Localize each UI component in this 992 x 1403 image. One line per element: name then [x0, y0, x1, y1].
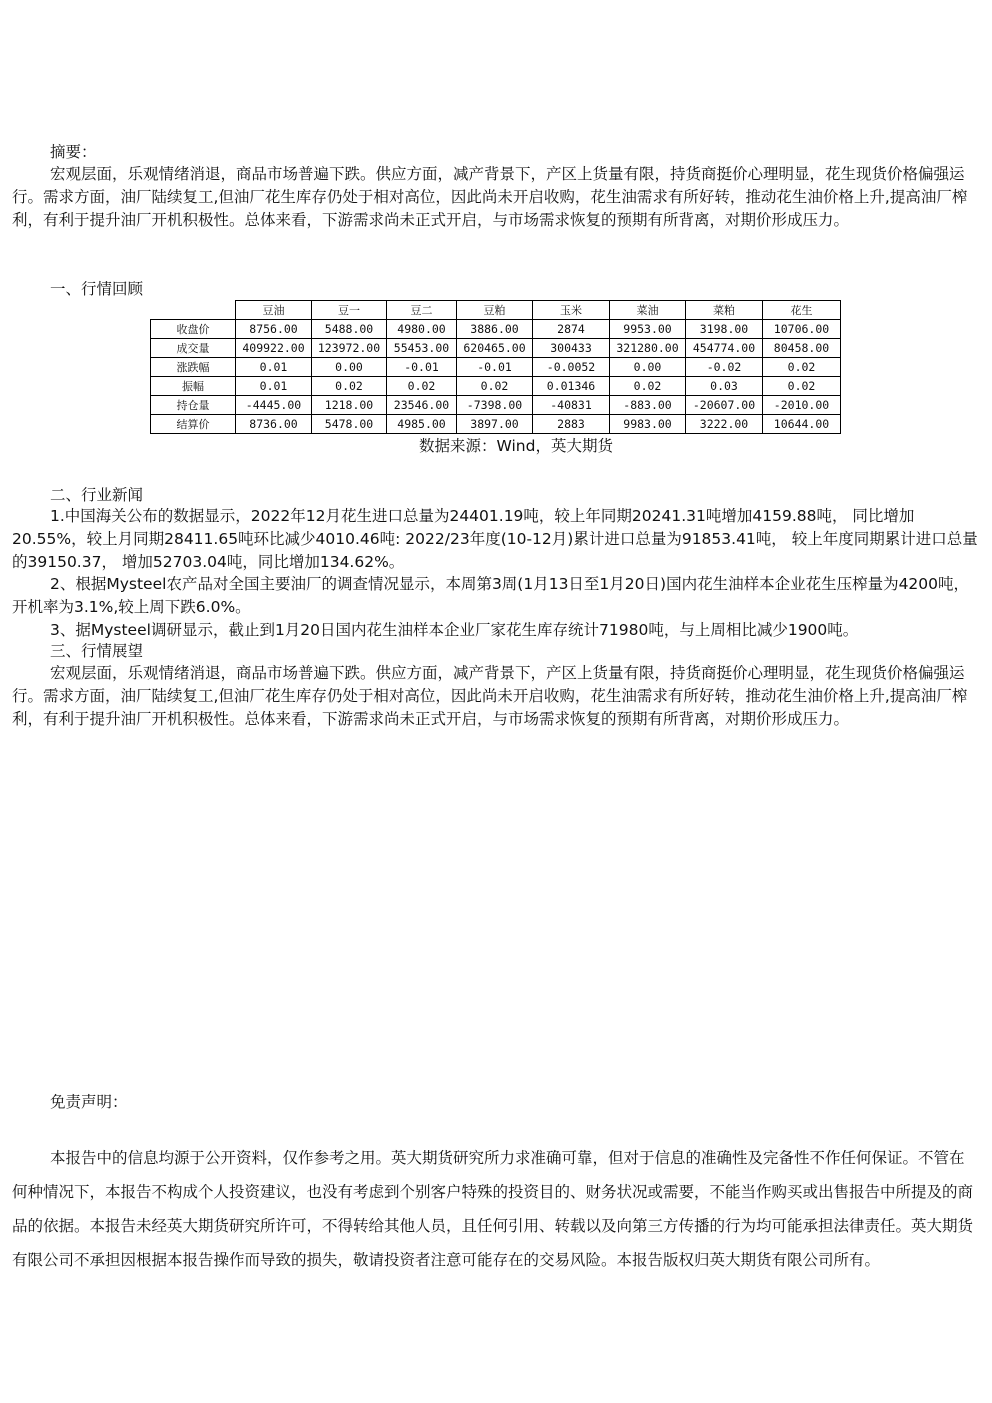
table-cell: 300433	[533, 339, 610, 358]
table-cell: 123972.00	[312, 339, 387, 358]
table-row	[151, 339, 841, 358]
summary-label: 摘要：	[50, 143, 97, 161]
table-cell: 55453.00	[387, 339, 457, 358]
column-header: 玉米	[533, 301, 610, 320]
table-cell: 0.00	[312, 358, 387, 377]
column-header: 豆粕	[457, 301, 533, 320]
row-header: 振幅	[151, 377, 236, 396]
table-cell: 0.02	[763, 358, 841, 377]
table-cell: -7398.00	[457, 396, 533, 415]
table-cell: 1218.00	[312, 396, 387, 415]
row-header: 收盘价	[151, 320, 236, 339]
table-cell: 0.02	[457, 377, 533, 396]
table-cell: 3222.00	[686, 415, 763, 434]
row-header: 结算价	[151, 415, 236, 434]
disclaimer-title: 免责声明：	[50, 1093, 128, 1111]
table-cell: 2883	[533, 415, 610, 434]
table-cell: 0.03	[686, 377, 763, 396]
table-cell: 0.01	[236, 358, 312, 377]
table-cell: 5488.00	[312, 320, 387, 339]
table-cell: 620465.00	[457, 339, 533, 358]
table-cell: 0.00	[610, 358, 686, 377]
table-cell: 0.01346	[533, 377, 610, 396]
table-row	[151, 377, 841, 396]
table-row	[151, 415, 841, 434]
table-cell: -0.02	[686, 358, 763, 377]
table-cell: 0.02	[312, 377, 387, 396]
table-row	[151, 396, 841, 415]
table-cell: 0.02	[763, 377, 841, 396]
row-header: 成交量	[151, 339, 236, 358]
column-header: 豆油	[236, 301, 312, 320]
table-cell: -0.01	[387, 358, 457, 377]
table-cell: 3886.00	[457, 320, 533, 339]
table-row	[151, 320, 841, 339]
table-cell: -0.0052	[533, 358, 610, 377]
table-cell: 9983.00	[610, 415, 686, 434]
table-cell: 321280.00	[610, 339, 686, 358]
column-header: 菜粕	[686, 301, 763, 320]
table-cell: 2874	[533, 320, 610, 339]
column-header: 豆二	[387, 301, 457, 320]
summary-text: 宏观层面，乐观情绪消退，商品市场普遍下跌。供应方面，减产背景下，产区上货量有限，持货商挺价心理明显，花生现货价格偏强运行。需求方面，油厂陆续复工,但油厂花生库存仍处于相对高位，因此尚未开启收购，花生油需求有所好转，推动花生油价格上升,提高油厂榨利，有利于提升油厂开机积极性。总体来看，下游需求尚未正式开启，与市场需求恢复的预期有所背离，对期价形成压力。	[12, 165, 968, 229]
outlook-text: 宏观层面，乐观情绪消退，商品市场普遍下跌。供应方面，减产背景下，产区上货量有限，持货商挺价心理明显，花生现货价格偏强运行。需求方面，油厂陆续复工,但油厂花生库存仍处于相对高位，因此尚未开启收购，花生油需求有所好转，推动花生油价格上升,提高油厂榨利，有利于提升油厂开机积极性。总体来看，下游需求尚未正式开启，与市场需求恢复的预期有所背离，对期价形成压力。	[12, 664, 968, 728]
news-item: 2、根据Mysteel农产品对全国主要油厂的调查情况显示，本周第3周(1月13日至1月20日)国内花生油样本企业花生压榨量为4200吨，开机率为3.1%,较上周下跌6.0%。	[12, 575, 970, 616]
news-item: 1.中国海关公布的数据显示，2022年12月花生进口总量为24401.19吨，较上年同期20241.31吨增加4159.88吨， 同比增加20.55%，较上月同期28411.65吨环比减少4010.46吨: 2022/23年度(10-12月)累计进口总量为91853.41吨， 较上年度同期累计进口总量的39150.37， 增加52703.04吨，同比增加134.62%。	[12, 507, 978, 571]
table-cell: 3198.00	[686, 320, 763, 339]
row-header: 持仓量	[151, 396, 236, 415]
table-cell: 5478.00	[312, 415, 387, 434]
table-cell: -883.00	[610, 396, 686, 415]
disclaimer-text: 本报告中的信息均源于公开资料，仅作参考之用。英大期货研究所力求准确可靠，但对于信息的准确性及完备性不作任何保证。不管在何种情况下，本报告不构成个人投资建议，也没有考虑到个别客户特殊的投资目的、财务状况或需要，不能当作购买或出售报告中所提及的商品的依据。本报告未经英大期货研究所许可，不得转给其他人员，且任何引用、转载以及向第三方传播的行为均可能承担法律责任。英大期货有限公司不承担因根据本报告操作而导致的损失，敬请投资者注意可能存在的交易风险。本报告版权归英大期货有限公司所有。	[12, 1149, 974, 1269]
news-item: 3、据Mysteel调研显示，截止到1月20日国内花生油样本企业厂家花生库存统计71980吨，与上周相比减少1900吨。	[50, 621, 859, 639]
column-header: 菜油	[610, 301, 686, 320]
table-cell: 0.02	[610, 377, 686, 396]
table-row	[151, 358, 841, 377]
table-cell: 10644.00	[763, 415, 841, 434]
table-cell: 0.01	[236, 377, 312, 396]
table-cell: 10706.00	[763, 320, 841, 339]
table-cell: -40831	[533, 396, 610, 415]
table-cell: 9953.00	[610, 320, 686, 339]
table-cell: -20607.00	[686, 396, 763, 415]
row-header: 涨跌幅	[151, 358, 236, 377]
table-cell: 4980.00	[387, 320, 457, 339]
table-cell: -2010.00	[763, 396, 841, 415]
table-cell: -0.01	[457, 358, 533, 377]
table-cell: 409922.00	[236, 339, 312, 358]
section-title-industry-news: 二、行业新闻	[50, 486, 144, 504]
table-cell: 0.02	[387, 377, 457, 396]
table-cell: 454774.00	[686, 339, 763, 358]
data-source-note: 数据来源：Wind，英大期货	[419, 437, 613, 455]
table-cell: 8756.00	[236, 320, 312, 339]
table-cell: 80458.00	[763, 339, 841, 358]
section-title-outlook: 三、行情展望	[50, 642, 144, 660]
market-quote-table	[150, 300, 841, 434]
section-title-market-review: 一、行情回顾	[50, 280, 144, 298]
table-header-row	[151, 301, 841, 320]
table-cell: 8736.00	[236, 415, 312, 434]
table-cell: 23546.00	[387, 396, 457, 415]
table-corner-cell	[151, 301, 236, 320]
table-cell: 3897.00	[457, 415, 533, 434]
column-header: 花生	[763, 301, 841, 320]
table-cell: -4445.00	[236, 396, 312, 415]
column-header: 豆一	[312, 301, 387, 320]
table-cell: 4985.00	[387, 415, 457, 434]
